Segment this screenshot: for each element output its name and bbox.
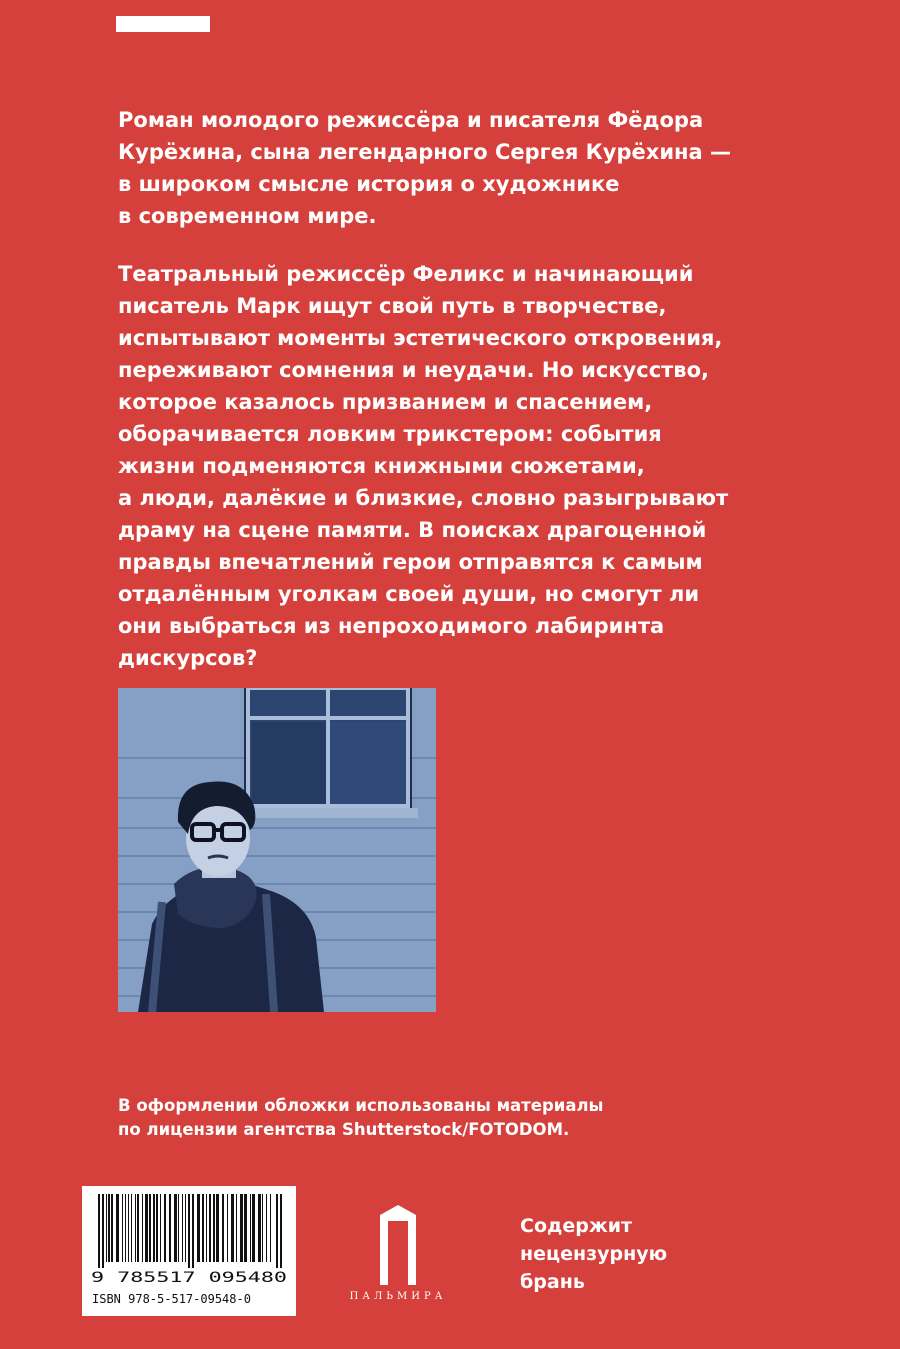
barcode-bar <box>270 1194 271 1262</box>
barcode-bar <box>236 1194 237 1262</box>
barcode-bar <box>142 1194 143 1262</box>
barcode-guard-bar <box>98 1194 100 1268</box>
warning-line: нецензурную <box>520 1243 668 1265</box>
barcode-bar <box>206 1194 207 1262</box>
author-photo <box>118 688 436 1012</box>
barcode-bar <box>169 1194 171 1262</box>
barcode-bar <box>216 1194 219 1262</box>
barcode-bar <box>111 1194 113 1262</box>
barcode-bar <box>149 1194 151 1262</box>
barcode-bar <box>182 1194 183 1262</box>
blurb-line: Роман молодого режиссёра и писателя Фёдора <box>118 108 704 132</box>
barcode-bar <box>258 1194 261 1262</box>
barcode-bar <box>252 1194 255 1262</box>
barcode-bar <box>240 1194 243 1262</box>
blurb-line: в современном мире. <box>118 204 377 228</box>
barcode-bar <box>266 1194 267 1262</box>
barcode-bars <box>98 1194 284 1268</box>
blurb-line: правды впечатлений герои отправятся к самым <box>118 550 703 574</box>
barcode-bar <box>145 1194 148 1262</box>
barcode-bar <box>185 1194 186 1262</box>
blurb-line: они выбраться из непроходимого лабиринта <box>118 614 665 638</box>
blurb-line: испытывают моменты эстетического откровения, <box>118 326 723 350</box>
barcode-bar <box>122 1194 123 1262</box>
blurb-line: которое казалось призванием и спасением, <box>118 390 653 414</box>
barcode-guard-bar <box>102 1194 104 1268</box>
barcode-bar <box>231 1194 234 1262</box>
barcode-guard-bar <box>276 1194 278 1268</box>
barcode-bar <box>178 1194 179 1262</box>
barcode-bar <box>174 1194 177 1262</box>
barcode-bar <box>156 1194 158 1262</box>
blurb-line: переживают сомнения и неудачи. Но искусство, <box>118 358 710 382</box>
blurb-line: дискурсов? <box>118 646 258 670</box>
barcode-bar <box>125 1194 126 1262</box>
barcode-bar <box>213 1194 215 1262</box>
barcode-bar <box>250 1194 251 1262</box>
blurb-paragraph-2 <box>118 258 798 674</box>
warning-line: брань <box>520 1271 585 1293</box>
blurb-line: Курёхина, сына легендарного Сергея Курёхина — <box>118 140 732 164</box>
top-accent-bar <box>116 16 210 32</box>
barcode-digits-label: 9 785517 095480 <box>91 1270 287 1286</box>
barcode-bar <box>222 1194 224 1262</box>
isbn-label: ISBN 978-5-517-09548-0 <box>92 1292 251 1306</box>
barcode-bar <box>209 1194 211 1262</box>
credits-line: В оформлении обложки использованы материалы <box>118 1096 604 1115</box>
barcode-bar <box>227 1194 228 1262</box>
blurb-paragraph-1 <box>118 104 798 232</box>
barcode-bar <box>244 1194 247 1262</box>
barcode-bar <box>135 1194 136 1262</box>
blurb-line: писатель Марк ищут свой путь в творчестве, <box>118 294 667 318</box>
barcode-guard-bar <box>192 1194 194 1268</box>
blurb-line: в широком смысле история о художнике <box>118 172 620 196</box>
barcode-bar <box>108 1194 110 1262</box>
barcode-bar <box>106 1194 107 1262</box>
publisher-name: ПАЛЬМИРА <box>349 1291 447 1302</box>
warning-line: Содержит <box>520 1215 633 1237</box>
barcode-bar <box>202 1194 204 1262</box>
blurb-line: отдалённым уголкам своей души, но смогут ли <box>118 582 700 606</box>
author-photo-image <box>118 688 436 1012</box>
blurb-line: Театральный режиссёр Феликс и начинающий <box>118 262 694 286</box>
cover-credits <box>118 1094 603 1142</box>
blurb-line: жизни подменяются книжными сюжетами, <box>118 454 645 478</box>
barcode-bar <box>197 1194 200 1262</box>
barcode-bar <box>137 1194 139 1262</box>
blurb-line: драму на сцене памяти. В поисках драгоценной <box>118 518 707 542</box>
barcode-bar <box>160 1194 161 1262</box>
barcode-bar <box>116 1194 119 1262</box>
content-warning <box>520 1212 667 1296</box>
blurb-line: оборачивается ловким трикстером: события <box>118 422 662 446</box>
credits-line: по лицензии агентства Shutterstock/FOTODOM. <box>118 1120 570 1139</box>
barcode-bar <box>131 1194 132 1262</box>
barcode-digits <box>82 1268 296 1286</box>
isbn-barcode <box>82 1186 296 1316</box>
barcode-bar <box>128 1194 129 1262</box>
barcode-bar <box>262 1194 263 1262</box>
barcode-guard-bar <box>188 1194 190 1268</box>
barcode-bar <box>164 1194 166 1262</box>
blurb-line: а люди, далёкие и близкие, словно разыгрывают <box>118 486 729 510</box>
barcode-bar <box>153 1194 155 1262</box>
publisher-logo-icon <box>376 1205 420 1285</box>
barcode-guard-bar <box>280 1194 282 1268</box>
